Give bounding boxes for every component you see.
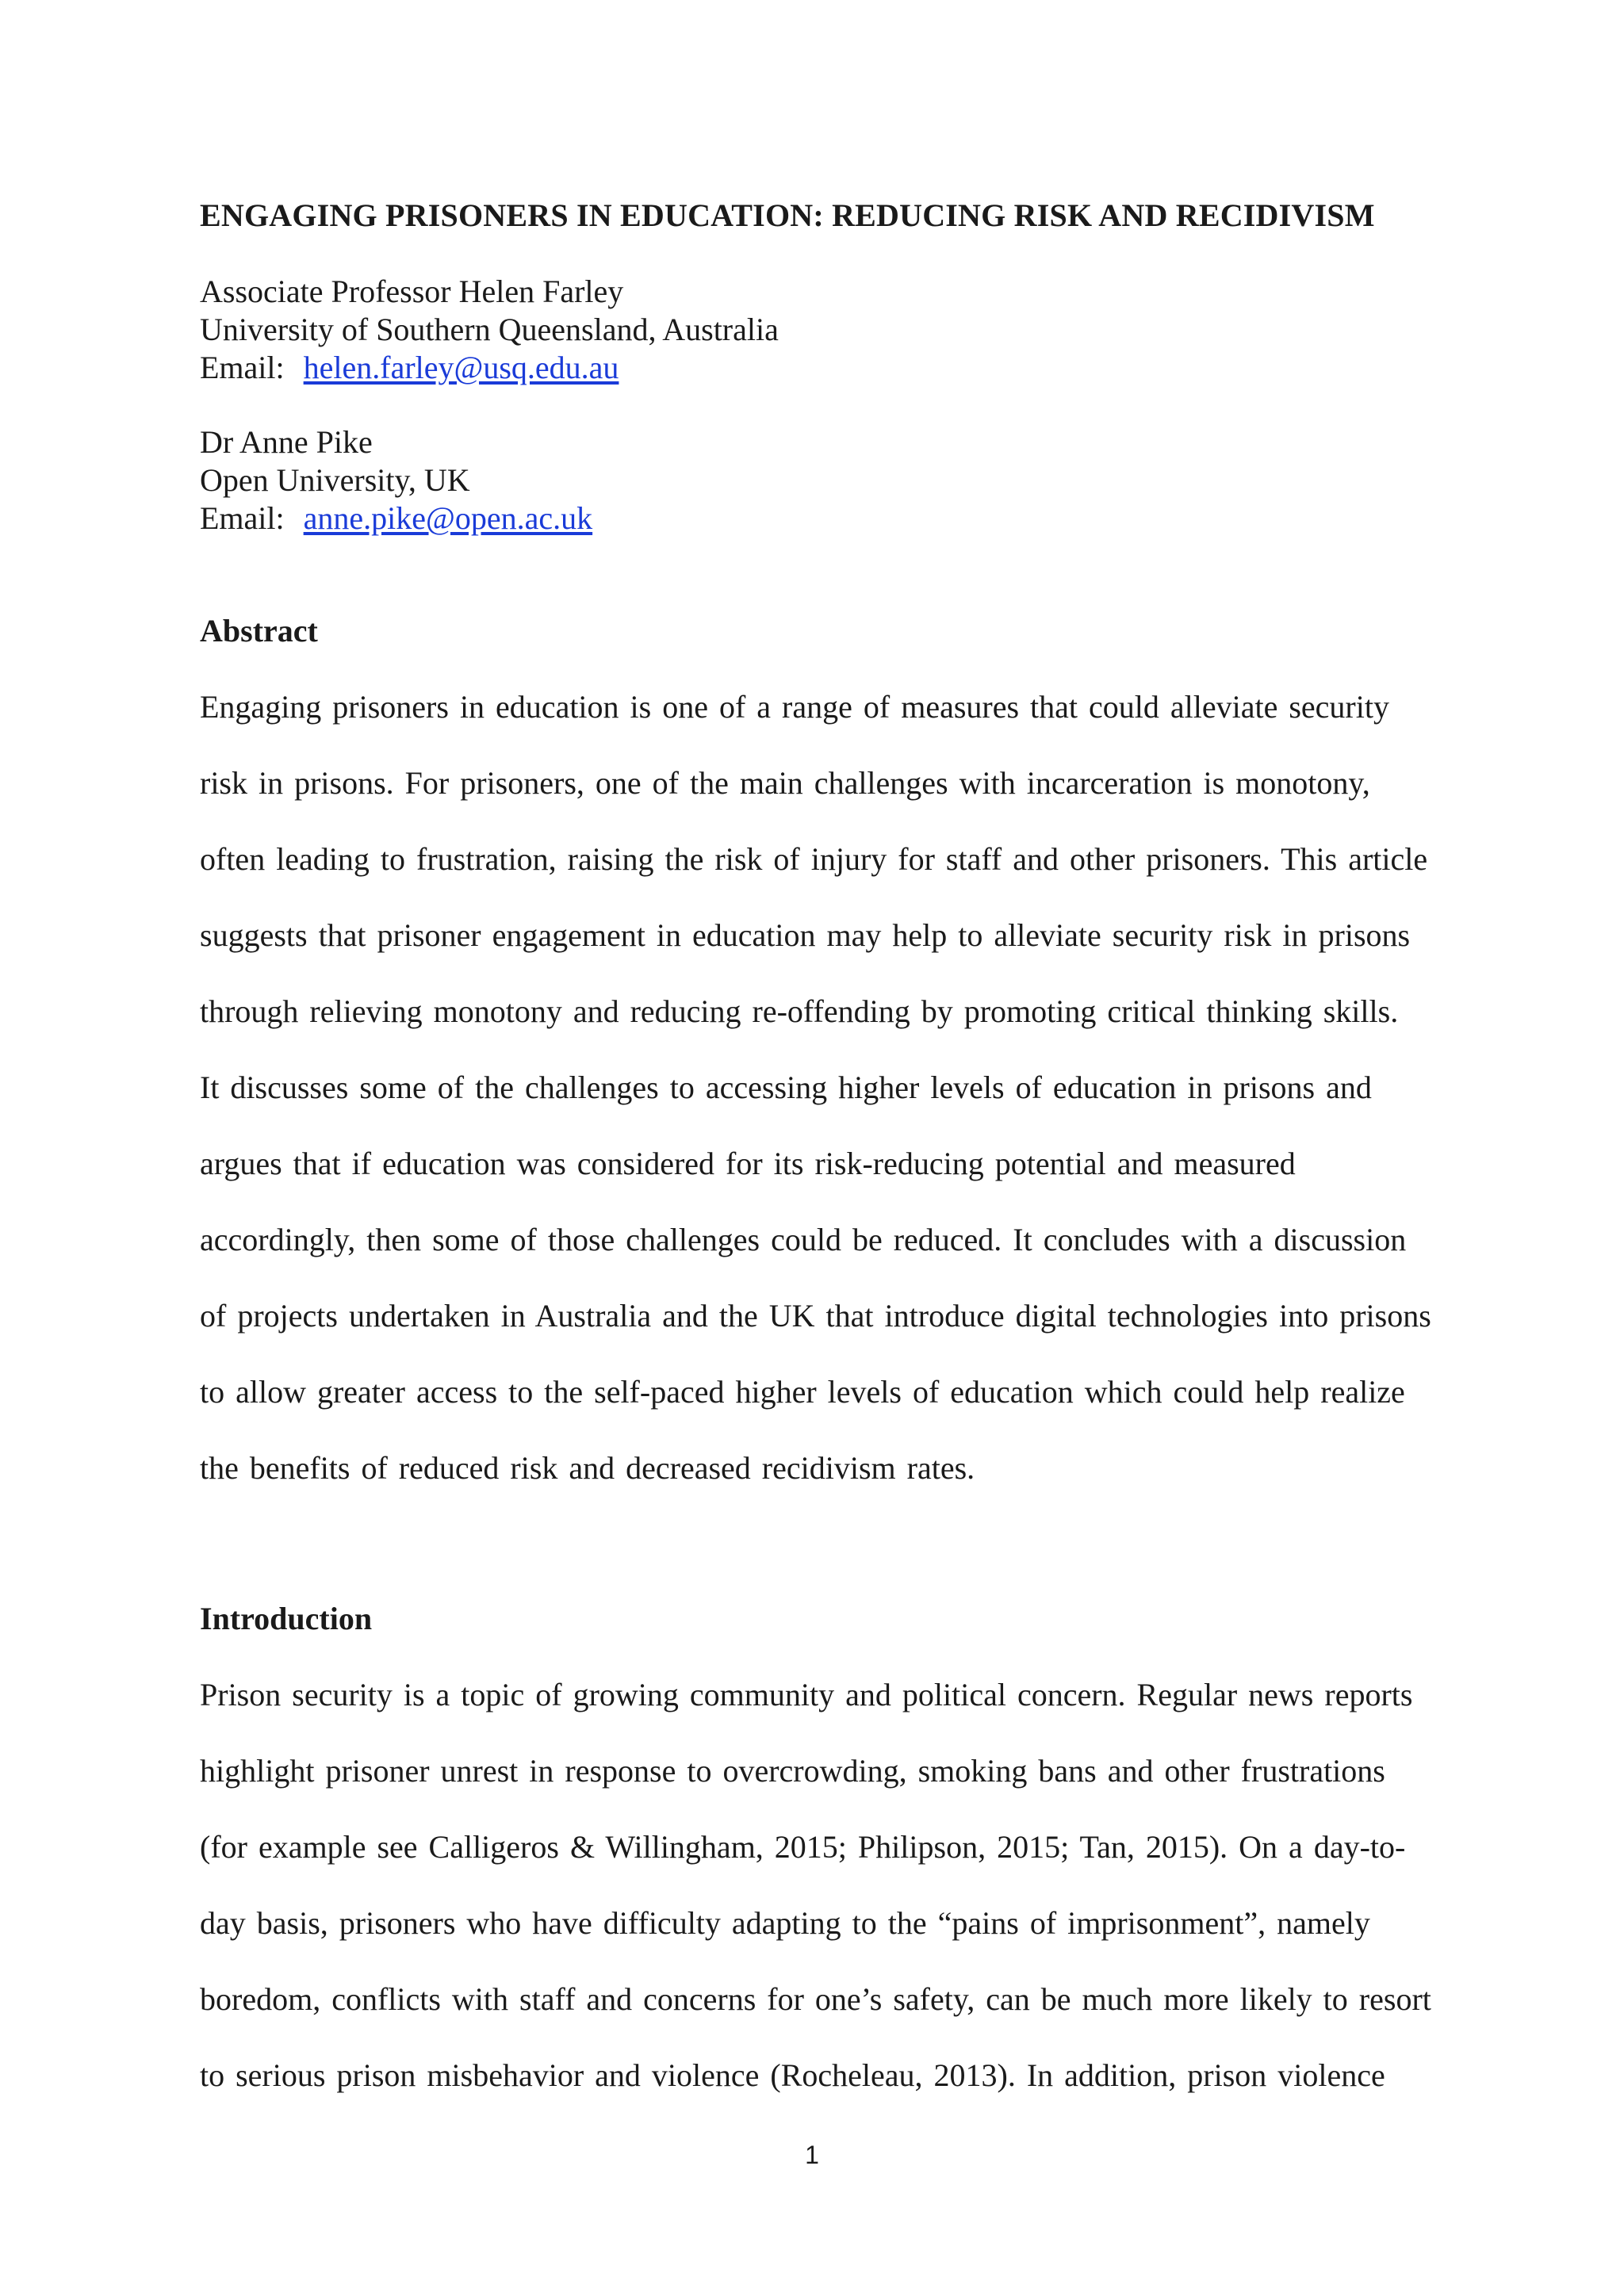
introduction-line: to serious prison misbehavior and violence (Rocheleau, 2013). In addition, prison violence — [200, 2057, 1385, 2093]
abstract-heading: Abstract — [200, 613, 318, 649]
author-1-email-line — [200, 349, 619, 386]
introduction-line: highlight prisoner unrest in response to overcrowding, smoking bans and other frustrations — [200, 1753, 1385, 1789]
page-number: 1 — [805, 2141, 819, 2169]
author-2-email-line — [200, 499, 592, 537]
author-1-email-label: Email: — [200, 350, 285, 385]
abstract-line: It discusses some of the challenges to accessing higher levels of education in prisons and — [200, 1070, 1372, 1105]
author-2-email-link[interactable]: anne.pike@open.ac.uk — [303, 500, 593, 536]
abstract-line: suggests that prisoner engagement in education may help to alleviate security risk in prisons — [200, 917, 1411, 953]
introduction-line: day basis, prisoners who have difficulty adapting to the “pains of imprisonment”, namely — [200, 1905, 1370, 1941]
author-1-email-link[interactable]: helen.farley@usq.edu.au — [303, 350, 619, 385]
abstract-line: often leading to frustration, raising the risk of injury for staff and other prisoners. This article — [200, 841, 1428, 877]
author-2-affiliation: Open University, UK — [200, 462, 470, 498]
author-1-affiliation: University of Southern Queensland, Australia — [200, 312, 779, 347]
introduction-line: Prison security is a topic of growing community and political concern. Regular news reports — [200, 1677, 1413, 1712]
abstract-line: argues that if education was considered for its risk-reducing potential and measured — [200, 1146, 1296, 1181]
abstract-line: accordingly, then some of those challenges could be reduced. It concludes with a discussion — [200, 1222, 1407, 1257]
introduction-line: (for example see Calligeros & Willingham, 2015; Philipson, 2015; Tan, 2015). On a day-to- — [200, 1829, 1406, 1865]
abstract-line: the benefits of reduced risk and decreased recidivism rates. — [200, 1450, 975, 1486]
introduction-heading: Introduction — [200, 1601, 373, 1636]
author-2-email-label: Email: — [200, 500, 285, 536]
abstract-line: through relieving monotony and reducing re-offending by promoting critical thinking skills. — [200, 993, 1399, 1029]
abstract-line: of projects undertaken in Australia and the UK that introduce digital technologies into prisons — [200, 1298, 1431, 1334]
author-2-name: Dr Anne Pike — [200, 424, 373, 460]
abstract-line: risk in prisons. For prisoners, one of the main challenges with incarceration is monotony, — [200, 765, 1370, 801]
abstract-line: to allow greater access to the self-paced higher levels of education which could help realize — [200, 1374, 1405, 1410]
abstract-line: Engaging prisoners in education is one of a range of measures that could alleviate security — [200, 689, 1389, 725]
author-1-name: Associate Professor Helen Farley — [200, 274, 624, 309]
introduction-line: boredom, conflicts with staff and concerns for one’s safety, can be much more likely to resort — [200, 1981, 1431, 2017]
paper-title: ENGAGING PRISONERS IN EDUCATION: REDUCING RISK AND RECIDIVISM — [200, 197, 1375, 233]
